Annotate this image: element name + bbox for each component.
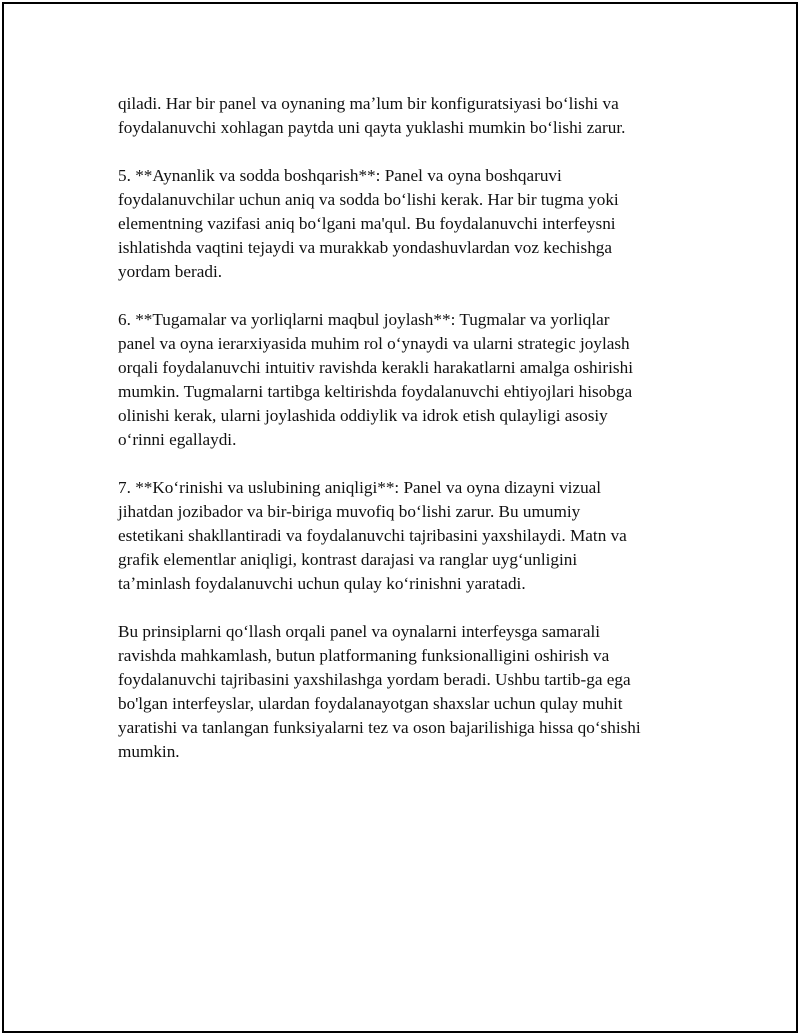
text-line: foydalanuvchilar uchun aniq va sodda boʻlishi kerak. Har bir tugma yoki	[118, 190, 619, 209]
text-line: ishlatishda vaqtini tejaydi va murakkab yondashuvlardan voz kechishga	[118, 238, 613, 257]
document-body	[118, 92, 688, 788]
text-line: Bu prinsiplarni qoʻllash orqali panel va oynalarni interfeysga samarali	[118, 622, 601, 641]
text-line: elementning vazifasi aniq boʻlgani ma'qul. Bu foydalanuvchi interfeysni	[118, 214, 616, 233]
text-line: grafik elementlar aniqligi, kontrast darajasi va ranglar uygʻunligini	[118, 550, 578, 569]
text-line: panel va oyna ierarxiyasida muhim rol oʻynaydi va ularni strategic joylash	[118, 334, 630, 353]
text-line: yaratishi va tanlangan funksiyalarni tez va oson bajarilishiga hissa qoʻshishi	[118, 718, 641, 737]
text-line: 7. **Koʻrinishi va uslubining aniqligi**: Panel va oyna dizayni vizual	[118, 478, 602, 497]
text-line: qiladi. Har bir panel va oynaning maʼlum bir konfiguratsiyasi boʻlishi va	[118, 94, 619, 113]
paragraph-item-5	[118, 164, 688, 284]
text-line: mumkin. Tugmalarni tartibga keltirishda foydalanuvchi ehtiyojlari hisobga	[118, 382, 633, 401]
text-line: foydalanuvchi xohlagan paytda uni qayta yuklashi mumkin boʻlishi zarur.	[118, 118, 626, 137]
text-line: 6. **Tugamalar va yorliqlarni maqbul joylash**: Tugmalar va yorliqlar	[118, 310, 610, 329]
text-line: yordam beradi.	[118, 262, 223, 281]
text-line: taʼminlash foydalanuvchi uchun qulay koʻrinishni yaratadi.	[118, 574, 526, 593]
text-line: foydalanuvchi tajribasini yaxshilashga yordam beradi. Ushbu tartib-ga ega	[118, 670, 631, 689]
text-line: olinishi kerak, ularni joylashida oddiylik va idrok etish qulayligi asosiy	[118, 406, 608, 425]
text-line: mumkin.	[118, 742, 180, 761]
text-line: ravishda mahkamlash, butun platformaning funksionalligini oshirish va	[118, 646, 610, 665]
text-line: 5. **Aynanlik va sodda boshqarish**: Panel va oyna boshqaruvi	[118, 166, 562, 185]
text-line: bo'lgan interfeyslar, ulardan foydalanayotgan shaxslar uchun qulay muhit	[118, 694, 623, 713]
paragraph-conclusion	[118, 620, 688, 764]
text-line: jihatdan jozibador va bir-biriga muvofiq boʻlishi zarur. Bu umumiy	[118, 502, 581, 521]
text-line: orqali foydalanuvchi intuitiv ravishda kerakli harakatlarni amalga oshirishi	[118, 358, 633, 377]
paragraph-item-6	[118, 308, 688, 452]
paragraph-continuation	[118, 92, 688, 140]
text-line: estetikani shakllantiradi va foydalanuvchi tajribasini yaxshilaydi. Matn va	[118, 526, 627, 545]
text-line: oʻrinni egallaydi.	[118, 430, 237, 449]
paragraph-item-7	[118, 476, 688, 596]
